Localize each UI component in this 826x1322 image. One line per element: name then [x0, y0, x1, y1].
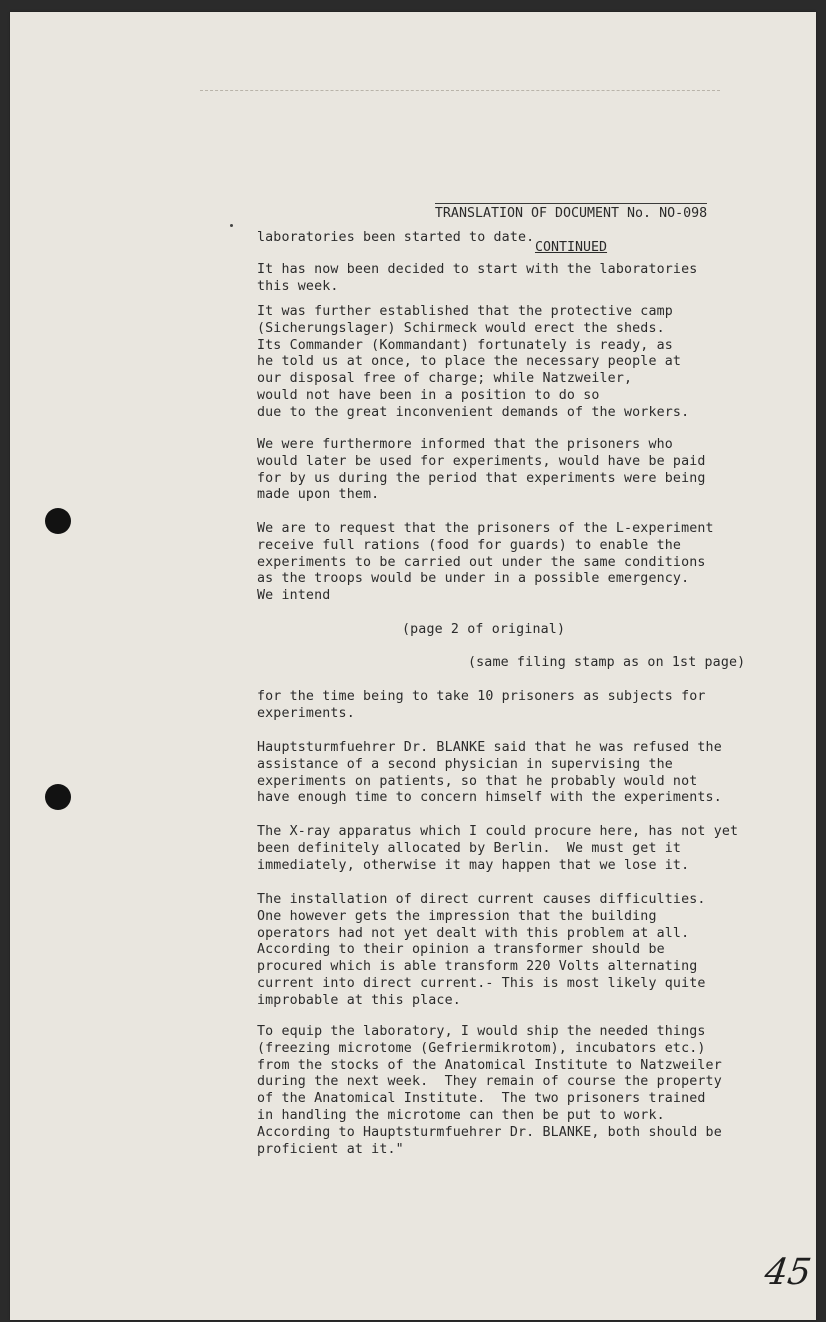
paragraph-6: for the time being to take 10 prisoners as subjects for experiments.	[257, 689, 706, 721]
handwritten-page-number: 45	[762, 1252, 814, 1293]
paragraph-10: To equip the laboratory, I would ship the needed things (freezing microtome (Gefriermikrotom), incubators etc.) from the stocks of the Anatomical Institute to Natzweiler during the next week. They remain of course the property of the Anatomical Institute. The two prisoners trained in handling the microtome can then be put to work. According to Hauptsturmfuehrer Dr. BLANKE, both should be proficient at it."	[257, 1024, 722, 1157]
ink-dot	[230, 224, 233, 227]
document-page	[10, 12, 816, 1320]
page-reference: (page 2 of original)	[402, 622, 566, 637]
top-dashed-rule	[200, 90, 720, 92]
paragraph-4: We were furthermore informed that the prisoners who would later be used for experiments, would have be paid for by us during the period that experiments were being made upon them.	[257, 437, 706, 503]
paragraph-8: The X-ray apparatus which I could procure here, has not yet been definitely allocated by Berlin. We must get it immediately, otherwise it may happen that we lose it.	[257, 824, 739, 873]
paragraph-1: laboratories been started to date.	[257, 230, 535, 245]
filing-stamp-note: (same filing stamp as on 1st page)	[468, 655, 746, 670]
paragraph-2: It has now been decided to start with the laboratories this week.	[257, 262, 698, 294]
punch-hole-top	[45, 508, 71, 534]
paragraph-7: Hauptsturmfuehrer Dr. BLANKE said that he was refused the assistance of a second physician in supervising the experiments on patients, so that he probably would not have enough time to concern himself with the experiments.	[257, 740, 722, 806]
paragraph-9: The installation of direct current causes difficulties. One however gets the impression that the building operators had not yet dealt with this problem at all. According to their opinion a transformer should be procured which is able transform 220 Volts alternating current into direct current.- This is most likely quite improbable at this place.	[257, 892, 706, 1008]
heading-title: TRANSLATION OF DOCUMENT No. NO-098	[435, 203, 707, 222]
paragraph-5: We are to request that the prisoners of the L-experiment receive full rations (food for guards) to enable the experiments to be carried out under the same conditions as the troops would be under in a possible emergency. We intend	[257, 521, 714, 604]
paragraph-3: It was further established that the protective camp (Sicherungslager) Schirmeck would erect the sheds. Its Commander (Kommandant) fortunately is ready, as he told us at once, to place the necessary people at our disposal free of charge; while Natzweiler, would not have been in a position to do so due to the great inconvenient demands of the workers.	[257, 304, 690, 420]
heading-subtitle: CONTINUED	[534, 240, 608, 255]
punch-hole-bottom	[45, 784, 71, 810]
